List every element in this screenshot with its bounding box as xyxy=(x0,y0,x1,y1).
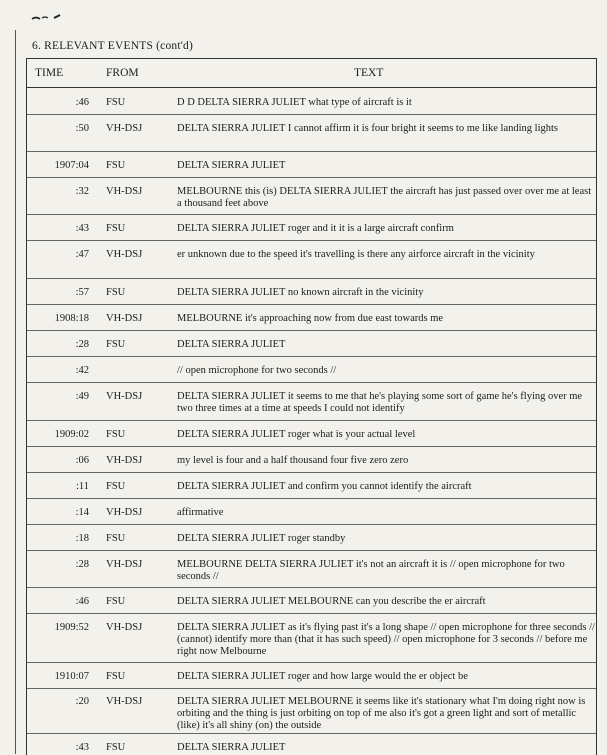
row-time: :18 xyxy=(75,533,89,544)
column-header-from: FROM xyxy=(106,67,139,79)
table-row xyxy=(27,88,596,115)
table-row xyxy=(27,279,596,305)
table-row xyxy=(27,215,596,241)
row-text: er unknown due to the speed it's travelling is there any airforce aircraft in the vicinity xyxy=(177,249,535,260)
row-from: FSU xyxy=(106,429,126,440)
row-text: DELTA SIERRA JULIET it seems to me that he's playing some sort of game he's flying over me two three times at a time at speeds I could not identify xyxy=(177,391,583,414)
table-row xyxy=(27,178,596,215)
row-time: 1909:02 xyxy=(54,429,89,440)
row-text: DELTA SIERRA JULIET xyxy=(177,742,286,753)
table-row xyxy=(27,734,596,755)
row-time: 1908:18 xyxy=(54,313,89,324)
table-row xyxy=(27,588,596,614)
row-text: affirmative xyxy=(177,507,224,518)
row-text: DELTA SIERRA JULIET roger standby xyxy=(177,533,346,544)
table-row xyxy=(27,305,596,331)
row-from: FSU xyxy=(106,481,126,492)
row-time: 1910:07 xyxy=(54,671,89,682)
row-from: FSU xyxy=(106,97,126,108)
table-row xyxy=(27,614,596,663)
row-from: FSU xyxy=(106,287,126,298)
row-from: FSU xyxy=(106,339,126,350)
row-from: VH-DSJ xyxy=(106,249,143,260)
row-time: :57 xyxy=(75,287,89,298)
row-from: VH-DSJ xyxy=(106,391,143,402)
row-from: VH-DSJ xyxy=(106,123,143,134)
row-text: DELTA SIERRA JULIET xyxy=(177,160,286,171)
table-row xyxy=(27,551,596,588)
row-text: MELBOURNE DELTA SIERRA JULIET it's not an aircraft it is // open microphone for two seconds // xyxy=(177,559,565,582)
row-from: VH-DSJ xyxy=(106,313,143,324)
table-row xyxy=(27,383,596,421)
row-from: VH-DSJ xyxy=(106,455,143,466)
table-row xyxy=(27,473,596,499)
row-time: :43 xyxy=(75,223,89,234)
row-text: DELTA SIERRA JULIET and confirm you cannot identify the aircraft xyxy=(177,481,472,492)
table-row xyxy=(27,447,596,473)
row-time: :20 xyxy=(75,696,89,707)
row-text: DELTA SIERRA JULIET roger and it it is a large aircraft confirm xyxy=(177,223,454,234)
row-time: 1907:04 xyxy=(54,160,89,171)
table-row xyxy=(27,421,596,447)
row-time: :50 xyxy=(75,123,89,134)
row-time: :47 xyxy=(75,249,89,260)
scan-marks xyxy=(30,10,90,24)
row-from: VH-DSJ xyxy=(106,559,143,570)
row-text: DELTA SIERRA JULIET roger what is your actual level xyxy=(177,429,416,440)
row-time: :43 xyxy=(75,742,89,753)
row-from: FSU xyxy=(106,533,126,544)
table-row xyxy=(27,499,596,525)
table-row xyxy=(27,115,596,152)
row-time: :14 xyxy=(75,507,89,518)
column-header-text: TEXT xyxy=(354,67,384,79)
row-text: DELTA SIERRA JULIET xyxy=(177,339,286,350)
row-time: :32 xyxy=(75,186,89,197)
row-text: D D DELTA SIERRA JULIET what type of aircraft is it xyxy=(177,97,412,108)
row-time: :06 xyxy=(75,455,89,466)
row-from: FSU xyxy=(106,160,126,171)
table-header xyxy=(27,59,596,88)
row-text: DELTA SIERRA JULIET no known aircraft in the vicinity xyxy=(177,287,424,298)
row-time: :46 xyxy=(75,97,89,108)
events-table xyxy=(26,58,597,755)
row-text: MELBOURNE it's approaching now from due east towards me xyxy=(177,313,444,324)
row-time: :28 xyxy=(75,339,89,350)
row-from: VH-DSJ xyxy=(106,507,143,518)
row-text: DELTA SIERRA JULIET as it's flying past it's a long shape // open microphone for three seconds // (cannot) identify more than (that it has such speed) // open microphone for 3 seconds // before me right now Melbourne xyxy=(177,622,595,657)
row-time: :49 xyxy=(75,391,89,402)
row-from: FSU xyxy=(106,223,126,234)
row-from: FSU xyxy=(106,742,126,753)
row-text: DELTA SIERRA JULIET MELBOURNE can you describe the er aircraft xyxy=(177,596,486,607)
section-title: 6. RELEVANT EVENTS (cont'd) xyxy=(32,40,194,52)
column-header-time: TIME xyxy=(35,67,64,79)
row-text: DELTA SIERRA JULIET I cannot affirm it is four bright it seems to me like landing lights xyxy=(177,123,559,134)
row-text: MELBOURNE this (is) DELTA SIERRA JULIET the aircraft has just passed over over me at least a thousand feet above xyxy=(177,186,592,209)
row-from: VH-DSJ xyxy=(106,696,143,707)
row-time: 1909:52 xyxy=(54,622,89,633)
table-row xyxy=(27,689,596,734)
row-time: :46 xyxy=(75,596,89,607)
table-row xyxy=(27,663,596,689)
row-text: DELTA SIERRA JULIET roger and how large would the er object be xyxy=(177,671,468,682)
table-row xyxy=(27,525,596,551)
table-row xyxy=(27,357,596,383)
row-time: :42 xyxy=(75,365,89,376)
table-row xyxy=(27,152,596,178)
row-from: VH-DSJ xyxy=(106,186,143,197)
table-row xyxy=(27,331,596,357)
table-row xyxy=(27,241,596,279)
row-from: FSU xyxy=(106,596,126,607)
row-text: // open microphone for two seconds // xyxy=(177,365,337,376)
row-text: DELTA SIERRA JULIET MELBOURNE it seems like it's stationary what I'm doing right now is orbiting and the thing is just orbiting on top of me also it's got a green light and sort of metallic (like) it's all shiny (on) the outside xyxy=(177,696,586,731)
row-from: VH-DSJ xyxy=(106,622,143,633)
left-margin-rule xyxy=(15,30,16,754)
row-time: :11 xyxy=(75,481,89,492)
row-from: FSU xyxy=(106,671,126,682)
row-text: my level is four and a half thousand four five zero zero xyxy=(177,455,409,466)
row-time: :28 xyxy=(75,559,89,570)
